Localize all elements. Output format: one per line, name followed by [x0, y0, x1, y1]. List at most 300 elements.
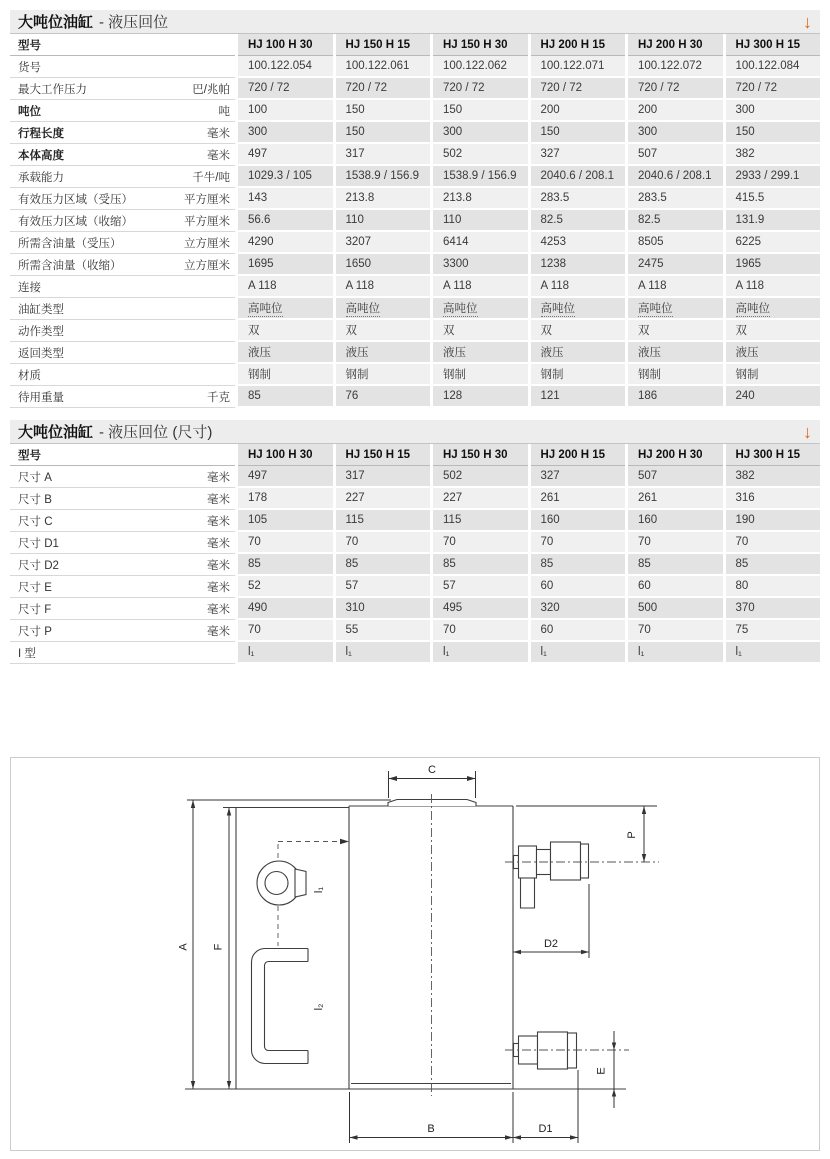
cell-value: 720 / 72 [336, 78, 431, 100]
cell-value: 128 [433, 386, 528, 408]
column-header-label [10, 34, 235, 56]
column-header-label [10, 444, 235, 466]
table-row [10, 166, 820, 188]
cell-value: 55 [336, 620, 431, 642]
row-label: 货号 [18, 61, 41, 74]
row-label-cell [10, 364, 235, 386]
cell-value: 1029.3 / 105 [238, 166, 333, 188]
cylinder-type-link-cell[interactable] [336, 298, 431, 320]
cell-value: 213.8 [336, 188, 431, 210]
cell-value: 261 [531, 488, 626, 510]
cell-value: 双 [726, 320, 821, 342]
cell-value: 1695 [238, 254, 333, 276]
cell-value: 200 [628, 100, 723, 122]
cell-value: 75 [726, 620, 821, 642]
table-row [10, 232, 820, 254]
cell-value: 490 [238, 598, 333, 620]
row-unit: 平方厘米 [184, 215, 230, 228]
table-row [10, 488, 820, 510]
header-label-text: 型号 [18, 39, 41, 52]
row-label-cell [10, 56, 235, 78]
row-label-cell [10, 598, 235, 620]
row-label: 尺寸 B [18, 493, 52, 506]
cell-value: 382 [726, 466, 821, 488]
column-header-model: HJ 200 H 15 [531, 444, 626, 466]
row-label: 尺寸 D1 [18, 537, 59, 550]
cell-value: 300 [433, 122, 528, 144]
section-title-rest: - 液压回位 (尺寸) [99, 424, 213, 441]
cell-value: 300 [238, 122, 333, 144]
row-label: 待用重量 [18, 391, 64, 404]
row-label: 尺寸 D2 [18, 559, 59, 572]
dim-B-extensions [350, 1092, 514, 1143]
row-unit: 吨 [218, 105, 230, 118]
cylinder-type-link[interactable]: 高吨位 [346, 300, 381, 317]
cell-value: 液压 [336, 342, 431, 364]
cell-value: 131.9 [726, 210, 821, 232]
cell-value: 100.122.084 [726, 56, 821, 78]
table-body [10, 56, 820, 408]
cylinder-type-link-cell[interactable] [433, 298, 528, 320]
cell-value: 121 [531, 386, 626, 408]
cell-value: 1238 [531, 254, 626, 276]
row-unit: 巴/兆帕 [192, 83, 230, 96]
cell-value: 186 [628, 386, 723, 408]
saddle [388, 800, 476, 807]
cell-value: 213.8 [433, 188, 528, 210]
column-header-model: HJ 150 H 15 [336, 444, 431, 466]
lower-coupler [514, 1032, 577, 1069]
row-label-cell [10, 576, 235, 598]
cell-value: 钢制 [238, 364, 333, 386]
table-row [10, 466, 820, 488]
column-header-model: HJ 300 H 15 [726, 444, 821, 466]
row-label-cell [10, 166, 235, 188]
dim-label-B: B [427, 1123, 435, 1135]
cell-value: 4290 [238, 232, 333, 254]
row-label-cell [10, 144, 235, 166]
row-label-cell [10, 510, 235, 532]
cell-value: 液压 [726, 342, 821, 364]
row-unit: 毫米 [207, 471, 230, 484]
column-header-model: HJ 150 H 15 [336, 34, 431, 56]
cell-value: 150 [336, 122, 431, 144]
dim-label-P: P [626, 831, 638, 839]
upper-coupler-drop-pipe [521, 878, 535, 908]
column-header-model: HJ 100 H 30 [238, 444, 333, 466]
cell-value: 85 [336, 554, 431, 576]
cylinder-type-link-cell[interactable] [628, 298, 723, 320]
section-title-bold: 大吨位油缸 [18, 14, 94, 31]
column-header-model: HJ 100 H 30 [238, 34, 333, 56]
cell-value: 110 [433, 210, 528, 232]
row-unit: 毫米 [207, 149, 230, 162]
cell-value: 双 [238, 320, 333, 342]
dim-label-A: A [177, 943, 190, 951]
cell-value: 钢制 [726, 364, 821, 386]
cell-value: 100.122.071 [531, 56, 626, 78]
cell-value: 497 [238, 466, 333, 488]
table2-header [10, 420, 820, 444]
cell-value: 6414 [433, 232, 528, 254]
cell-value: 160 [531, 510, 626, 532]
cell-value: 80 [726, 576, 821, 598]
cell-value: A 118 [628, 276, 723, 298]
cell-value: 70 [628, 620, 723, 642]
cell-value: 415.5 [726, 188, 821, 210]
column-header-model: HJ 300 H 15 [726, 34, 821, 56]
row-label: 本体高度 [18, 149, 64, 162]
cell-value: 56.6 [238, 210, 333, 232]
column-header-model: HJ 200 H 15 [531, 34, 626, 56]
cell-value: 液压 [531, 342, 626, 364]
cell-value: l₁ [726, 642, 821, 664]
cell-value: l₁ [531, 642, 626, 664]
row-unit: 千牛/吨 [192, 171, 230, 184]
table-row [10, 510, 820, 532]
row-label: 吨位 [18, 105, 41, 118]
cell-value: 双 [433, 320, 528, 342]
table-row [10, 298, 820, 320]
cell-value: 300 [628, 122, 723, 144]
row-label-cell [10, 188, 235, 210]
cell-value: 6225 [726, 232, 821, 254]
cylinder-type-link[interactable]: 高吨位 [443, 300, 478, 317]
cell-value: 57 [336, 576, 431, 598]
down-arrow-icon[interactable]: ↓ [803, 421, 812, 442]
cell-value: 500 [628, 598, 723, 620]
cell-value: 85 [628, 554, 723, 576]
lifting-eye-boss [295, 869, 306, 897]
dim-label-E: E [595, 1067, 608, 1075]
cell-value: A 118 [433, 276, 528, 298]
cell-value: 3207 [336, 232, 431, 254]
table-row [10, 78, 820, 100]
row-unit: 千克 [207, 391, 230, 404]
cell-value: 1538.9 / 156.9 [433, 166, 528, 188]
cell-value: 720 / 72 [726, 78, 821, 100]
cell-value: 双 [336, 320, 431, 342]
row-label-cell [10, 320, 235, 342]
cell-value: 70 [238, 532, 333, 554]
cell-value: 200 [531, 100, 626, 122]
cell-value: 2040.6 / 208.1 [531, 166, 626, 188]
cell-value: 100.122.061 [336, 56, 431, 78]
cell-value: 85 [238, 554, 333, 576]
cell-value: 4253 [531, 232, 626, 254]
cell-value: 钢制 [433, 364, 528, 386]
cell-value: 100 [238, 100, 333, 122]
row-label-cell [10, 554, 235, 576]
cell-value: 85 [726, 554, 821, 576]
cell-value: 钢制 [531, 364, 626, 386]
cell-value: 382 [726, 144, 821, 166]
row-unit: 毫米 [207, 581, 230, 594]
cell-value: 60 [628, 576, 723, 598]
column-header-model: HJ 200 H 30 [628, 34, 723, 56]
row-label-cell [10, 342, 235, 364]
cell-value: 2475 [628, 254, 723, 276]
cell-value: 70 [726, 532, 821, 554]
cell-value: 70 [628, 532, 723, 554]
cell-value: 110 [336, 210, 431, 232]
cell-value: 82.5 [628, 210, 723, 232]
row-label: 动作类型 [18, 325, 64, 338]
cell-value: 60 [531, 576, 626, 598]
port-label-l2: l₂ [313, 1003, 325, 1011]
cell-value: l₁ [238, 642, 333, 664]
row-label-cell [10, 642, 235, 664]
cell-value: 327 [531, 144, 626, 166]
cell-value: A 118 [726, 276, 821, 298]
cell-value: 143 [238, 188, 333, 210]
table-row [10, 364, 820, 386]
table-header-row [10, 444, 820, 466]
cell-value: 190 [726, 510, 821, 532]
cell-value: 100.122.062 [433, 56, 528, 78]
cell-value: 240 [726, 386, 821, 408]
cell-value: 85 [433, 554, 528, 576]
column-header-model: HJ 150 H 30 [433, 34, 528, 56]
row-label: 承载能力 [18, 171, 64, 184]
cell-value: 310 [336, 598, 431, 620]
cell-value: 1650 [336, 254, 431, 276]
table-header-row [10, 34, 820, 56]
cell-value: 3300 [433, 254, 528, 276]
row-label: 有效压力区域（收缩） [18, 215, 133, 228]
cell-value: A 118 [336, 276, 431, 298]
dim-label-D1: D1 [538, 1123, 553, 1135]
cell-value: 76 [336, 386, 431, 408]
row-label-cell [10, 532, 235, 554]
cell-value: 双 [531, 320, 626, 342]
table-row [10, 620, 820, 642]
cell-value: 502 [433, 144, 528, 166]
cell-value: 85 [531, 554, 626, 576]
cell-value: 150 [336, 100, 431, 122]
table-row [10, 642, 820, 664]
row-label: 尺寸 C [18, 515, 53, 528]
cell-value: 720 / 72 [531, 78, 626, 100]
cell-value: 60 [531, 620, 626, 642]
upper-coupler [514, 842, 589, 880]
row-label-cell [10, 100, 235, 122]
cell-value: 钢制 [628, 364, 723, 386]
row-unit: 立方厘米 [184, 237, 230, 250]
cell-value: 70 [531, 532, 626, 554]
table-row [10, 254, 820, 276]
cell-value: 82.5 [531, 210, 626, 232]
cell-value: 115 [433, 510, 528, 532]
cell-value: 320 [531, 598, 626, 620]
cell-value: 227 [433, 488, 528, 510]
cylinder-type-link[interactable]: 高吨位 [736, 300, 771, 317]
table1-header [10, 10, 820, 34]
cell-value: 70 [336, 532, 431, 554]
row-label-cell [10, 232, 235, 254]
table-row [10, 554, 820, 576]
cell-value: l₁ [433, 642, 528, 664]
row-label-cell [10, 620, 235, 642]
row-label: I 型 [18, 647, 36, 660]
leader-arrowhead [340, 839, 349, 844]
technical-drawing-panel [10, 757, 820, 1151]
section-title-rest: - 液压回位 [99, 14, 169, 31]
row-label: 所需含油量（受压） [18, 237, 122, 250]
handle-outer [252, 949, 309, 1064]
row-label: 尺寸 A [18, 471, 52, 484]
section-title-bold: 大吨位油缸 [18, 424, 94, 441]
dim-label-F: F [212, 943, 225, 951]
table-row [10, 320, 820, 342]
table-row [10, 532, 820, 554]
spec-table-section [10, 10, 820, 408]
cell-value: 液压 [433, 342, 528, 364]
cylinder-type-link[interactable]: 高吨位 [638, 300, 673, 317]
cell-value: 2040.6 / 208.1 [628, 166, 723, 188]
cell-value: A 118 [238, 276, 333, 298]
cell-value: 液压 [628, 342, 723, 364]
table-row [10, 576, 820, 598]
row-label: 行程长度 [18, 127, 64, 140]
row-label: 尺寸 F [18, 603, 52, 616]
cell-value: 52 [238, 576, 333, 598]
cylinder-type-link-cell[interactable] [531, 298, 626, 320]
cell-value: 507 [628, 144, 723, 166]
row-unit: 毫米 [207, 515, 230, 528]
row-label-cell [10, 122, 235, 144]
cell-value: 57 [433, 576, 528, 598]
row-label-cell [10, 276, 235, 298]
row-label-cell [10, 488, 235, 510]
row-label: 尺寸 P [18, 625, 52, 638]
cell-value: A 118 [531, 276, 626, 298]
row-label: 油缸类型 [18, 303, 64, 316]
barrel-outline [349, 806, 513, 1089]
cell-value: 70 [433, 532, 528, 554]
dim-label-C: C [428, 764, 436, 776]
cell-value: 317 [336, 466, 431, 488]
cell-value: 227 [336, 488, 431, 510]
cell-value: 150 [531, 122, 626, 144]
cell-value: 150 [726, 122, 821, 144]
column-header-model: HJ 150 H 30 [433, 444, 528, 466]
cell-value: 160 [628, 510, 723, 532]
row-label-cell [10, 210, 235, 232]
row-unit: 毫米 [207, 537, 230, 550]
cell-value: 8505 [628, 232, 723, 254]
cylinder-type-link-cell[interactable] [726, 298, 821, 320]
cell-value: 钢制 [336, 364, 431, 386]
row-label-cell [10, 466, 235, 488]
row-label: 尺寸 E [18, 581, 52, 594]
handle-inner [265, 962, 309, 1051]
cell-value: 70 [433, 620, 528, 642]
row-label: 返回类型 [18, 347, 64, 360]
lifting-eye-inner [265, 872, 288, 895]
cell-value: 85 [238, 386, 333, 408]
table-row [10, 276, 820, 298]
down-arrow-icon[interactable]: ↓ [803, 11, 812, 32]
table-row [10, 210, 820, 232]
cell-value: 720 / 72 [238, 78, 333, 100]
table-row [10, 386, 820, 408]
header-label-text: 型号 [18, 449, 41, 462]
cell-value: 1965 [726, 254, 821, 276]
port-label-l1: l₁ [313, 886, 325, 894]
table-row [10, 100, 820, 122]
table-row [10, 598, 820, 620]
row-label: 最大工作压力 [18, 83, 87, 96]
cell-value: 316 [726, 488, 821, 510]
cell-value: 300 [726, 100, 821, 122]
table-row [10, 144, 820, 166]
table-row [10, 188, 820, 210]
table-body [10, 466, 820, 664]
dim-label-D2: D2 [543, 938, 559, 950]
cylinder-type-link[interactable]: 高吨位 [248, 300, 283, 317]
cell-value: 115 [336, 510, 431, 532]
cell-value: 495 [433, 598, 528, 620]
column-header-model: HJ 200 H 30 [628, 444, 723, 466]
row-unit: 毫米 [207, 493, 230, 506]
cell-value: 502 [433, 466, 528, 488]
cell-value: 178 [238, 488, 333, 510]
table-row [10, 342, 820, 364]
row-label: 连接 [18, 281, 41, 294]
cell-value: 液压 [238, 342, 333, 364]
cylinder-type-link-cell[interactable] [238, 298, 333, 320]
cell-value: 100.122.054 [238, 56, 333, 78]
row-unit: 立方厘米 [184, 259, 230, 272]
cell-value: 327 [531, 466, 626, 488]
cell-value: 283.5 [628, 188, 723, 210]
cell-value: 双 [628, 320, 723, 342]
cell-value: 507 [628, 466, 723, 488]
cell-value: 70 [238, 620, 333, 642]
cell-value: 370 [726, 598, 821, 620]
cell-value: 283.5 [531, 188, 626, 210]
row-label-cell [10, 298, 235, 320]
row-label-cell [10, 78, 235, 100]
row-unit: 毫米 [207, 625, 230, 638]
cylinder-type-link[interactable]: 高吨位 [541, 300, 576, 317]
cell-value: 100.122.072 [628, 56, 723, 78]
cell-value: 150 [433, 100, 528, 122]
row-label: 有效压力区域（受压） [18, 193, 133, 206]
row-label: 材质 [18, 369, 41, 382]
cell-value: 497 [238, 144, 333, 166]
row-unit: 毫米 [207, 603, 230, 616]
cell-value: 2933 / 299.1 [726, 166, 821, 188]
row-label-cell [10, 386, 235, 408]
cylinder-dimension-drawing [11, 758, 819, 1150]
cell-value: 105 [238, 510, 333, 532]
cell-value: l₁ [628, 642, 723, 664]
row-unit: 毫米 [207, 127, 230, 140]
dimensions-table-section [10, 420, 820, 664]
cell-value: 1538.9 / 156.9 [336, 166, 431, 188]
cell-value: 720 / 72 [433, 78, 528, 100]
row-label-cell [10, 254, 235, 276]
cell-value: l₁ [336, 642, 431, 664]
cell-value: 720 / 72 [628, 78, 723, 100]
cell-value: 261 [628, 488, 723, 510]
table-row [10, 122, 820, 144]
table-row [10, 56, 820, 78]
row-unit: 毫米 [207, 559, 230, 572]
row-unit: 平方厘米 [184, 193, 230, 206]
